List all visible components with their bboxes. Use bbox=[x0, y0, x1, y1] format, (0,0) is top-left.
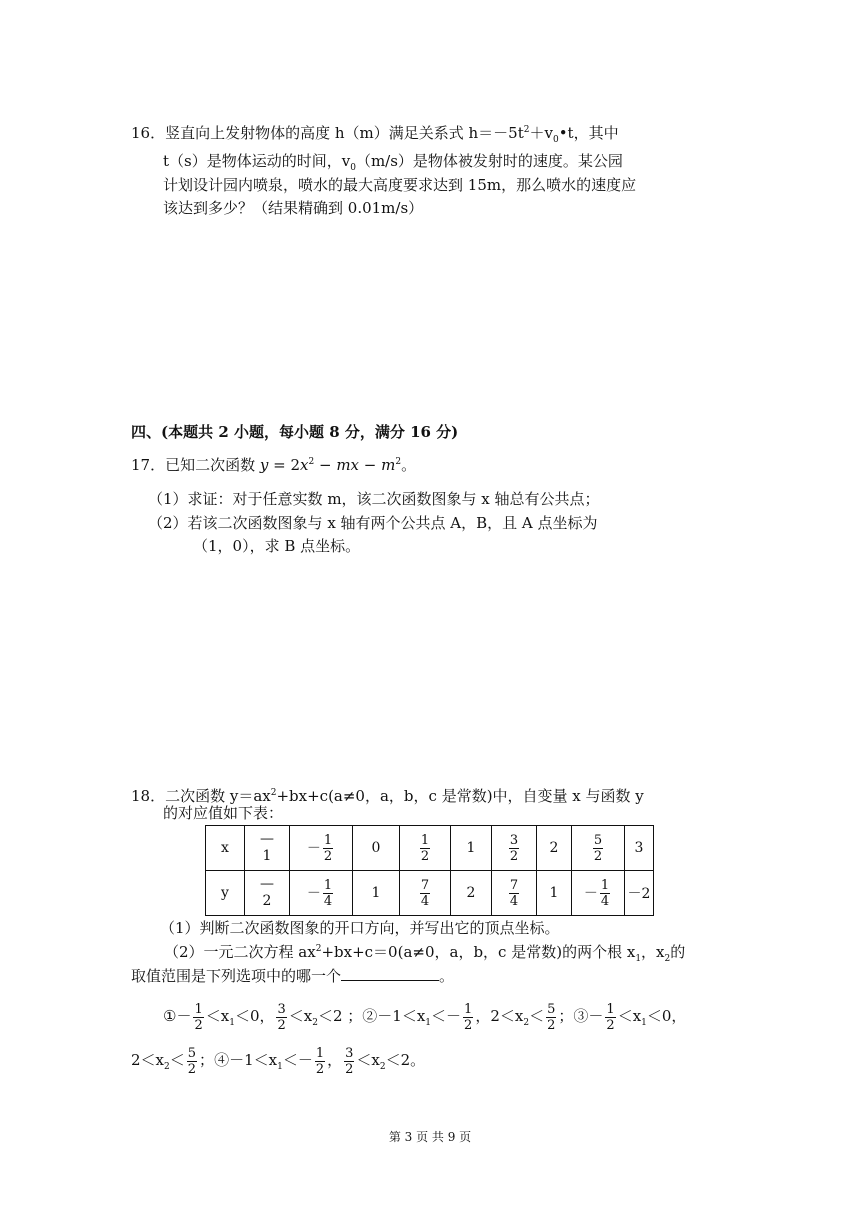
fraction-denominator: 2 bbox=[464, 1017, 473, 1033]
q18-options-line-1 bbox=[163, 996, 686, 1036]
fraction-numerator: 1 bbox=[606, 1001, 615, 1017]
q18-part-1: （1）判断二次函数图象的开口方向，并写出它的顶点坐标。 bbox=[160, 919, 560, 937]
subscript: 2 bbox=[664, 954, 671, 964]
table-cell: 2 bbox=[451, 871, 492, 916]
fraction-numerator: 5 bbox=[593, 832, 603, 848]
subscript: 0 bbox=[552, 135, 559, 145]
subscript: 2 bbox=[379, 1062, 386, 1072]
table-cell: 2 bbox=[537, 826, 572, 871]
fraction-numerator: 3 bbox=[345, 1045, 354, 1061]
superscript: 2 bbox=[395, 457, 402, 467]
option-2-marker: ②－1＜x bbox=[362, 1007, 426, 1025]
fraction bbox=[509, 833, 519, 864]
answer-blank bbox=[341, 965, 439, 981]
fraction-numerator: 5 bbox=[547, 1001, 556, 1017]
subscript: 1 bbox=[229, 1018, 235, 1028]
fraction-numerator: 5 bbox=[187, 1045, 197, 1061]
option-text: ＜x bbox=[356, 1051, 380, 1069]
fraction bbox=[323, 833, 333, 864]
table-cell bbox=[290, 826, 353, 871]
table-cell: 3 bbox=[625, 826, 654, 871]
fraction-numerator: 1 bbox=[194, 1001, 203, 1017]
table-cell: 1 bbox=[353, 871, 400, 916]
eq-op: − bbox=[314, 456, 337, 474]
page-footer: 第 3 页 共 9 页 bbox=[388, 1130, 472, 1144]
fraction-numerator: 7 bbox=[420, 877, 430, 893]
q17-part-2-line-1: （2）若该二次函数图象与 x 轴有两个公共点 A，B，且 A 点坐标为 bbox=[148, 514, 598, 532]
fraction bbox=[463, 1002, 473, 1033]
q16-line-1 bbox=[131, 122, 619, 144]
fraction bbox=[605, 1002, 615, 1033]
q17-part-1: （1）求证：对于任意实数 m，该二次函数图象与 x 轴总有公共点； bbox=[148, 490, 600, 508]
option-text: ＜－ bbox=[282, 1051, 313, 1069]
fraction-numerator: 1 bbox=[600, 877, 610, 893]
option-text: ＜2 ； bbox=[317, 1007, 363, 1025]
q18-text: （2）一元二次方程 ax bbox=[164, 943, 316, 961]
fraction-numerator: 1 bbox=[420, 832, 430, 848]
fraction-denominator: 2 bbox=[323, 848, 333, 864]
fraction bbox=[276, 1002, 286, 1033]
cell-text: － bbox=[583, 885, 598, 901]
subscript: 0 bbox=[350, 163, 356, 173]
fraction-denominator: 2 bbox=[593, 848, 603, 864]
q16-text: （m/s）是物体被发射时的速度。某公园 bbox=[355, 152, 623, 170]
fraction bbox=[193, 1002, 203, 1033]
fraction-denominator: 4 bbox=[509, 893, 519, 909]
table-cell bbox=[492, 871, 537, 916]
q16-text: •t，其中 bbox=[558, 124, 619, 142]
eq-op: = 2 bbox=[268, 456, 300, 474]
fraction bbox=[344, 1046, 354, 1077]
option-4-marker: ④－1＜x bbox=[214, 1051, 278, 1069]
q16-text: 16．竖直向上发射物体的高度 h（m）满足关系式 h＝－5t bbox=[131, 124, 524, 142]
eq-var: x bbox=[300, 456, 309, 474]
fraction-numerator: 1 bbox=[323, 832, 333, 848]
table-cell: 1 bbox=[451, 826, 492, 871]
subscript: 2 bbox=[164, 1062, 170, 1072]
q18-text: +bx+c＝0(a≠0，a，b，c 是常数)的两个根 x bbox=[321, 943, 636, 961]
fraction bbox=[600, 878, 610, 909]
fraction-denominator: 2 bbox=[194, 1017, 203, 1033]
eq-var: y bbox=[259, 456, 269, 474]
option-text: ＜x bbox=[288, 1007, 313, 1025]
q18-part-2-line-1 bbox=[164, 941, 685, 963]
superscript: 2 bbox=[308, 457, 315, 467]
fraction-denominator: 4 bbox=[600, 893, 610, 909]
q16-line-4: 该达到多少？（结果精确到 0.01m/s） bbox=[163, 199, 424, 217]
subscript: 1 bbox=[277, 1062, 283, 1072]
cell-text: － bbox=[306, 840, 321, 856]
q18-line-2: 的对应值如下表： bbox=[163, 804, 284, 822]
cell-text: — bbox=[260, 876, 274, 892]
option-text: ＜2。 bbox=[385, 1051, 426, 1069]
fraction bbox=[593, 833, 603, 864]
q18-text: ，x bbox=[641, 943, 665, 961]
fraction-denominator: 4 bbox=[420, 893, 430, 909]
q16-line-3: 计划设计园内喷泉，喷水的最大高度要求达到 15m，那么喷水的速度应 bbox=[163, 176, 637, 194]
table-cell: 0 bbox=[353, 826, 400, 871]
fraction bbox=[323, 878, 333, 909]
superscript: 2 bbox=[315, 944, 322, 954]
fraction-numerator: 1 bbox=[315, 1045, 325, 1061]
q17-part-2-line-2: （1，0），求 B 点坐标。 bbox=[193, 537, 361, 555]
q16-text: t（s）是物体运动的时间，v bbox=[163, 152, 351, 170]
option-1-marker: ①－ bbox=[163, 1007, 192, 1025]
subscript: 1 bbox=[641, 1018, 647, 1028]
option-text: ＜ bbox=[169, 1051, 185, 1069]
fraction bbox=[420, 878, 430, 909]
table-cell bbox=[400, 871, 451, 916]
fraction bbox=[546, 1002, 556, 1033]
q18-text: +bx+c(a≠0，a，b，c 是常数)中，自变量 x 与函数 y bbox=[276, 787, 644, 805]
cell-text: — bbox=[260, 831, 274, 847]
option-text: ； bbox=[558, 1007, 574, 1025]
q16-text: ＋v bbox=[529, 124, 553, 142]
table-row bbox=[206, 871, 654, 916]
superscript: 2 bbox=[523, 125, 530, 135]
superscript: 2 bbox=[270, 788, 277, 798]
table-cell: －2 bbox=[625, 871, 654, 916]
fraction-numerator: 7 bbox=[509, 877, 519, 893]
q18-part-2-line-2 bbox=[131, 965, 454, 987]
table-cell: 1 bbox=[537, 871, 572, 916]
table-cell bbox=[245, 871, 290, 916]
q17-text: 17．已知二次函数 bbox=[131, 456, 260, 474]
subscript: 2 bbox=[523, 1018, 530, 1028]
fraction bbox=[509, 878, 519, 909]
table-row bbox=[206, 826, 654, 871]
cell-text: 1 bbox=[262, 848, 272, 864]
option-text: ； bbox=[199, 1051, 215, 1069]
table-cell: y bbox=[206, 871, 245, 916]
fraction-denominator: 2 bbox=[547, 1017, 556, 1033]
table-cell bbox=[492, 826, 537, 871]
fraction-denominator: 2 bbox=[187, 1061, 197, 1077]
table-cell bbox=[400, 826, 451, 871]
q18-text: 18．二次函数 y＝ax bbox=[131, 787, 271, 805]
q18-text: 。 bbox=[439, 967, 455, 985]
fraction-numerator: 1 bbox=[323, 877, 333, 893]
table-cell bbox=[572, 871, 625, 916]
q17-text: 。 bbox=[401, 456, 417, 474]
table-cell bbox=[245, 826, 290, 871]
option-text: ，2＜x bbox=[475, 1007, 524, 1025]
option-text: ＜－ bbox=[431, 1007, 462, 1025]
fraction-numerator: 1 bbox=[464, 1001, 473, 1017]
option-text: ， bbox=[327, 1051, 343, 1069]
q17-stem bbox=[131, 454, 416, 476]
eq-var: m bbox=[381, 456, 396, 474]
eq-var: mx bbox=[336, 456, 359, 474]
value-table bbox=[205, 825, 654, 916]
fraction-denominator: 2 bbox=[420, 848, 430, 864]
table-cell bbox=[290, 871, 353, 916]
fraction-denominator: 2 bbox=[277, 1017, 286, 1033]
option-text: ＜x bbox=[617, 1007, 642, 1025]
fraction bbox=[420, 833, 430, 864]
option-text: ＜0， bbox=[234, 1007, 275, 1025]
q18-text: 取值范围是下列选项中的哪一个 bbox=[131, 967, 342, 985]
fraction bbox=[315, 1046, 325, 1077]
option-text: ＜0， bbox=[646, 1007, 687, 1025]
table-cell: x bbox=[206, 826, 245, 871]
q18-text: 的 bbox=[670, 943, 686, 961]
section-4-heading: 四、(本题共 2 小题，每小题 8 分，满分 16 分) bbox=[131, 423, 459, 441]
fraction-denominator: 4 bbox=[323, 893, 333, 909]
subscript: 1 bbox=[635, 954, 642, 964]
fraction-denominator: 2 bbox=[345, 1061, 354, 1077]
cell-text: 2 bbox=[262, 893, 272, 909]
option-text: 2＜x bbox=[131, 1051, 165, 1069]
option-3-marker: ③－ bbox=[573, 1007, 604, 1025]
fraction-numerator: 3 bbox=[277, 1001, 286, 1017]
fraction-denominator: 2 bbox=[315, 1061, 325, 1077]
fraction bbox=[187, 1046, 197, 1077]
option-text: ＜ bbox=[529, 1007, 545, 1025]
fraction-denominator: 2 bbox=[606, 1017, 615, 1033]
q18-options-line-2 bbox=[131, 1040, 425, 1080]
fraction-numerator: 3 bbox=[509, 832, 519, 848]
q16-line-2 bbox=[163, 150, 623, 172]
fraction-denominator: 2 bbox=[509, 848, 519, 864]
table-cell bbox=[572, 826, 625, 871]
subscript: 1 bbox=[425, 1018, 432, 1028]
option-text: ＜x bbox=[205, 1007, 230, 1025]
subscript: 2 bbox=[312, 1018, 318, 1028]
eq-op: − bbox=[359, 456, 382, 474]
cell-text: － bbox=[306, 885, 321, 901]
